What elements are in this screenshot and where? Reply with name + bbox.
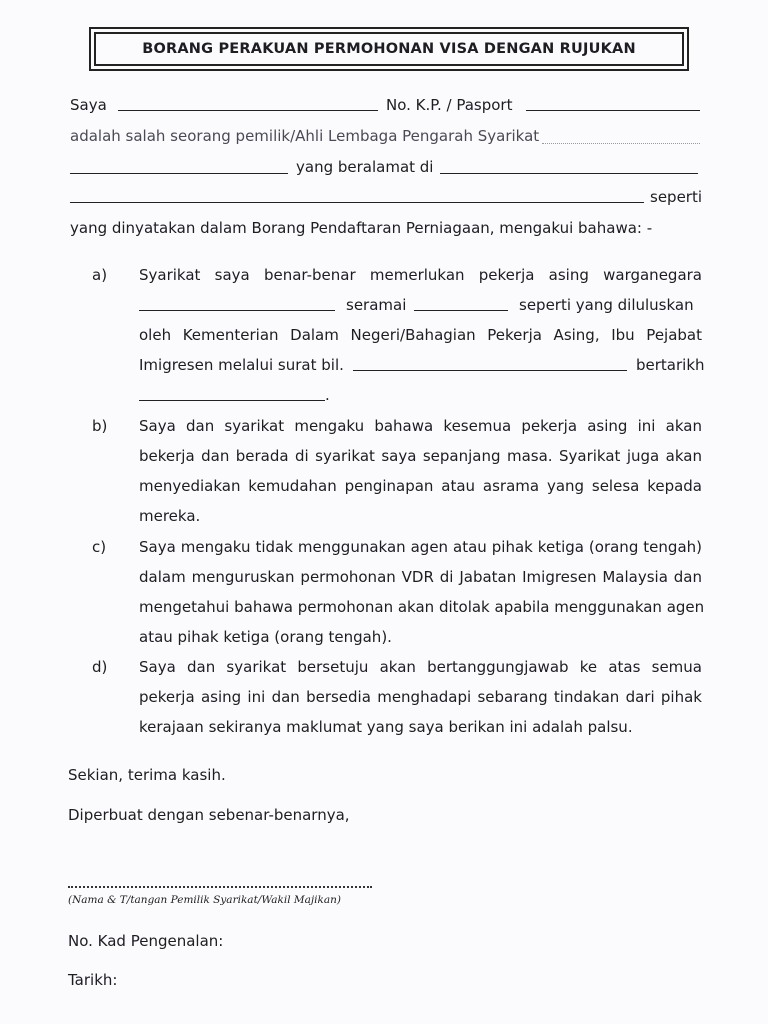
item-d-marker: d) <box>92 658 108 676</box>
item-c-line-4: atau pihak ketiga (orang tengah). <box>139 628 392 646</box>
company-field[interactable] <box>542 143 700 144</box>
signature-caption: (Nama & T/tangan Pemilik Syarikat/Wakil Majikan) <box>68 894 341 906</box>
item-d-line-1: Saya dan syarikat bersetuju akan bertanggungjawab ke atas semua <box>139 658 702 676</box>
nationality-field[interactable] <box>139 310 335 311</box>
saya-label: Saya <box>70 96 107 114</box>
item-b-line-3: menyediakan kemudahan penginapan atau asrama yang selesa kepada <box>139 477 702 495</box>
closing-statement: Diperbuat dengan sebenar-benarnya, <box>68 806 350 824</box>
date-label: Tarikh: <box>68 971 118 989</box>
intro-line-2: adalah salah seorang pemilik/Ahli Lembaga Pengarah Syarikat <box>70 127 540 145</box>
diluluskan-label: seperti yang diluluskan <box>519 296 694 314</box>
kp-field[interactable] <box>526 110 700 111</box>
seperti-label: seperti <box>650 188 703 206</box>
item-c-line-1: Saya mengaku tidak menggunakan agen atau pihak ketiga (orang tengah) <box>139 538 702 556</box>
item-d-line-3: kerajaan sekiranya maklumat yang saya berikan ini adalah palsu. <box>139 718 633 736</box>
beralamat-label: yang beralamat di <box>296 158 434 176</box>
item-c-line-2: dalam menguruskan permohonan VDR di Jabatan Imigresen Malaysia dan <box>139 568 702 586</box>
item-b-line-1: Saya dan syarikat mengaku bahawa kesemua pekerja asing ini akan <box>139 417 702 435</box>
title-frame <box>89 27 689 71</box>
letter-date-field[interactable] <box>139 400 325 401</box>
item-c-line-3: mengetahui bahawa permohonan akan ditolak apabila menggunakan agen <box>139 598 705 616</box>
item-d-line-2: pekerja asing ini dan bersedia menghadapi sebarang tindakan dari pihak <box>139 688 702 706</box>
item-c-marker: c) <box>92 538 107 556</box>
item-b-marker: b) <box>92 417 108 435</box>
seramai-label: seramai <box>346 296 407 314</box>
address-field-cont[interactable] <box>70 202 644 203</box>
item-b-line-2: bekerja dan berada di syarikat saya sepanjang masa. Syarikat juga akan <box>139 447 702 465</box>
closing-thanks: Sekian, terima kasih. <box>68 766 226 784</box>
title-inner-frame <box>94 32 684 66</box>
form-title: BORANG PERAKUAN PERMOHONAN VISA DENGAN RUJUKAN <box>142 41 636 57</box>
item-a-line-3: oleh Kementerian Dalam Negeri/Bahagian Pekerja Asing, Ibu Pejabat <box>139 326 702 344</box>
company-field-cont[interactable] <box>70 173 288 174</box>
letter-ref-field[interactable] <box>353 370 627 371</box>
quantity-field[interactable] <box>414 310 508 311</box>
bertarikh-label: bertarikh <box>636 356 705 374</box>
kp-label: No. K.P. / Pasport <box>386 96 513 114</box>
intro-line-5: yang dinyatakan dalam Borang Pendaftaran Perniagaan, mengakui bahawa: - <box>70 219 653 237</box>
signature-line[interactable] <box>68 886 372 888</box>
period-mark: . <box>325 386 330 404</box>
item-a-marker: a) <box>92 266 108 284</box>
ic-number-label: No. Kad Pengenalan: <box>68 932 224 950</box>
address-field[interactable] <box>440 173 698 174</box>
item-a-line-1: Syarikat saya benar-benar memerlukan pekerja asing warganegara <box>139 266 702 284</box>
item-b-line-4: mereka. <box>139 507 201 525</box>
surat-bil-label: Imigresen melalui surat bil. <box>139 356 344 374</box>
name-field[interactable] <box>118 110 378 111</box>
